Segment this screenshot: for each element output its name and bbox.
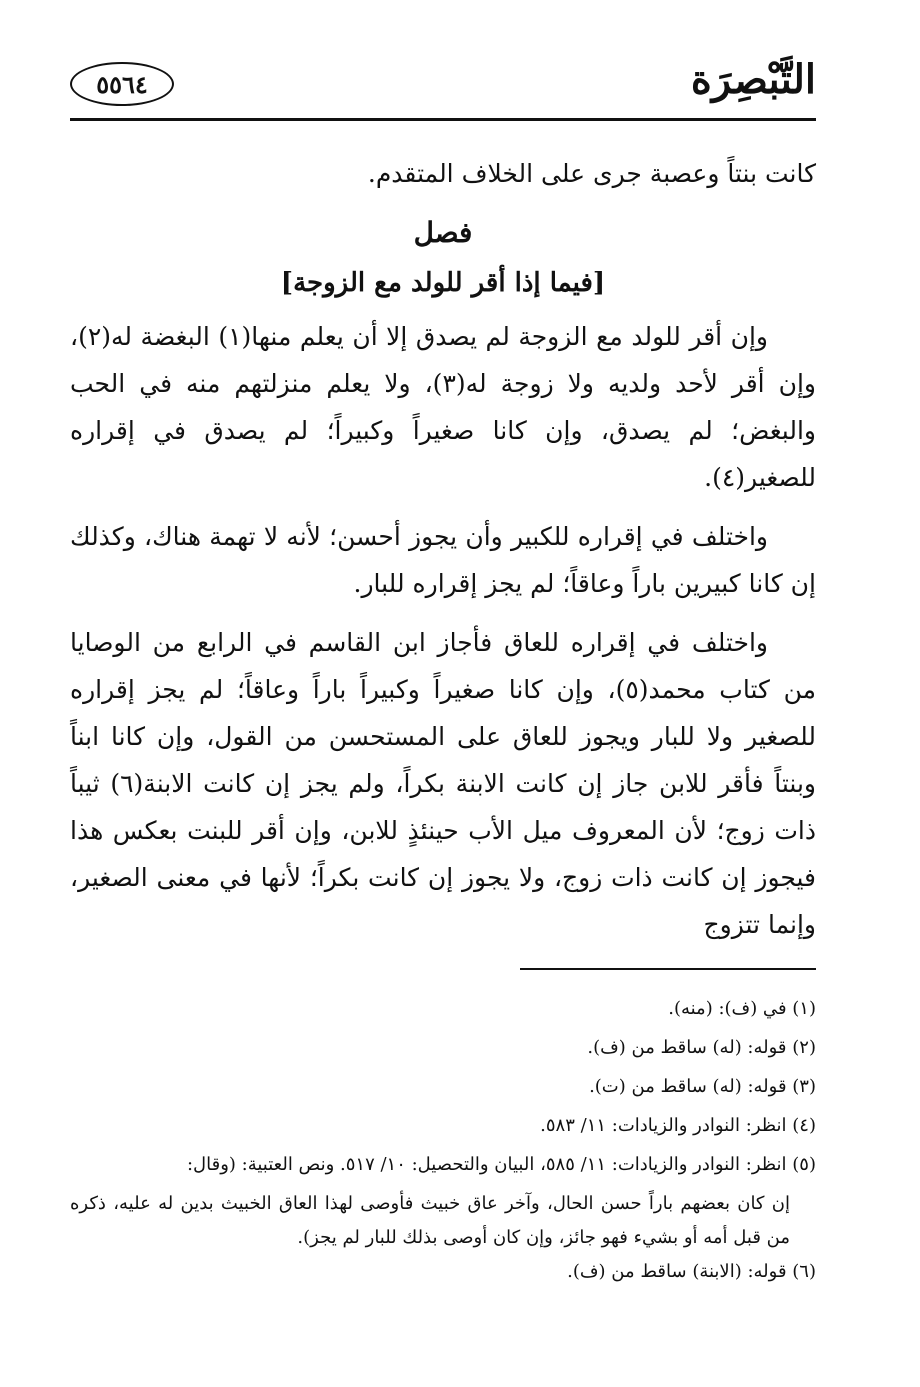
footnote: (٣) قوله: (له) ساقط من (ت). (589, 1076, 816, 1097)
section-subtitle: [فيما إذا أقر للولد مع الزوجة] (280, 268, 606, 298)
header-divider (70, 118, 816, 121)
opening-line: كانت بنتاً وعصبة جرى على الخلاف المتقدم. (367, 159, 816, 188)
paragraph: واختلف في إقراره للكبير وأن يجوز أحسن؛ لأنه لا تهمة هناك، وكذلك إن كانا كبيرين باراً وعاقاً؛ لم يجز إقراره للبار. (70, 522, 816, 598)
footnote-divider (520, 968, 816, 970)
section-title: فصل (413, 216, 473, 249)
paragraph: وإن أقر للولد مع الزوجة لم يصدق إلا أن يعلم منها(١) البغضة له(٢)، وإن أقر لأحد ولديه ولا زوجة له(٣)، ولا يعلم منزلتهم منه في الحب والبغض؛ لم يصدق، وإن كانا صغيراً وكبيراً؛ لم يصدق في إقراره للصغير(٤). (70, 322, 816, 492)
book-title: التَّبْصِرَة (690, 56, 816, 103)
footnote: (٢) قوله: (له) ساقط من (ف). (587, 1037, 816, 1058)
footnote: (١) في (ف): (منه). (668, 998, 816, 1019)
footnote: (٥) انظر: النوادر والزيادات: ١١/ ٥٨٥، البيان والتحصيل: ١٠/ ٥١٧. ونص العتبية: (وقال: (186, 1154, 816, 1175)
paragraph: واختلف في إقراره للعاق فأجاز ابن القاسم في الرابع من الوصايا من كتاب محمد(٥)، وإن كانا صغيراً وكبيراً باراً وعاقاً؛ لم يجز إقراره للصغير ولا للبار ويجوز للعاق على المستحسن من القول، وإن كانا ابناً وبنتاً فأقر للابن جاز إن كانت الابنة بكراً، ولم يجز إن كانت الابنة(٦) ثيباً ذات زوج؛ لأن المعروف ميل الأب حينئذٍ للابن، وإن أقر للبنت بعكس هذا فيجوز إن كانت ذات زوج، ولا يجوز إن كانت بكراً؛ لأنها في معنى الصغير، وإنما تتزوج (70, 628, 816, 939)
page-number: ٥٥٦٤ (70, 62, 174, 106)
footnotes (70, 992, 816, 1294)
main-text (70, 150, 816, 960)
footnote: (٦) قوله: (الابنة) ساقط من (ف). (567, 1261, 816, 1282)
footnote-continuation: إن كان بعضهم باراً حسن الحال، وآخر عاق خبيث فأوصى لهذا العاق الخبيث بدين له عليه، ذكره من قبل أمه أو بشيء فهو جائز، وإن كان أوصى بذلك للبار لم يجز). (70, 1193, 790, 1248)
footnote: (٤) انظر: النوادر والزيادات: ١١/ ٥٨٣. (540, 1115, 816, 1136)
page-header (70, 52, 816, 124)
